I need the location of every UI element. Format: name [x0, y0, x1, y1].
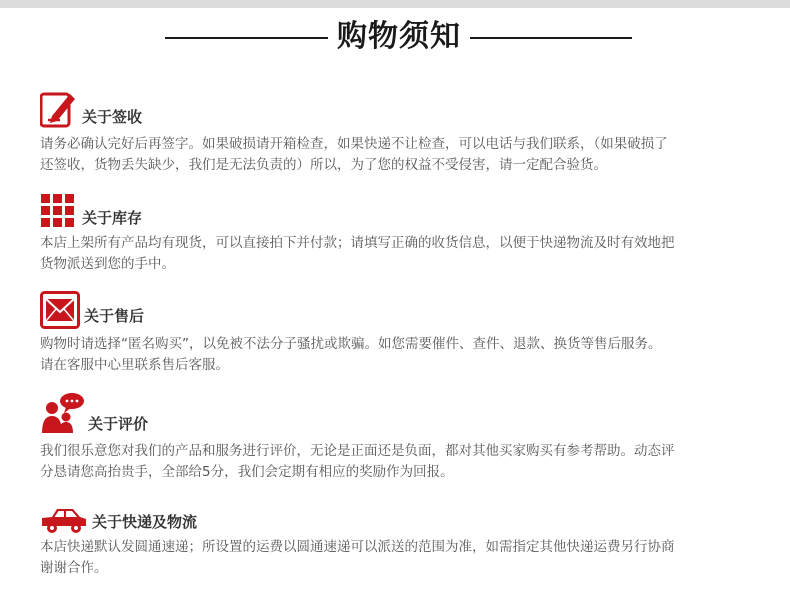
section-heading: 关于库存 — [82, 209, 143, 227]
body-line: 我们很乐意您对我们的产品和服务进行评价，无论是正面还是负面，都对其他买家购买有参考帮助。动态评 — [40, 443, 675, 459]
title-right-rule — [470, 37, 632, 39]
body-line: 货物派送到您的手中。 — [40, 256, 175, 272]
section-body — [40, 134, 740, 176]
body-line: 请务必确认完好后再签字。如果破损请开箱检查，如果快递不让检查，可以电话与我们联系，（如果破损了 — [40, 136, 668, 152]
section-heading: 关于签收 — [82, 108, 143, 126]
body-line: 本店上架所有产品均有现货，可以直接拍下并付款；请填写正确的收货信息，以便于快递物流及时有效地把 — [40, 235, 675, 251]
body-line: 谢谢合作。 — [40, 560, 108, 576]
body-line: 还签收，货物丢失缺少，我们是无法负责的）所以，为了您的权益不受侵害，请一定配合验货。 — [40, 157, 607, 173]
section-heading: 关于评价 — [88, 415, 149, 433]
car-icon — [40, 506, 88, 538]
section-body — [40, 537, 740, 579]
body-line: 分恳请您高抬贵手，全部给5分，我们会定期有相应的奖励作为回报。 — [40, 464, 454, 480]
envelope-icon — [40, 291, 80, 333]
section-body — [40, 441, 740, 483]
section-body — [40, 233, 740, 275]
page-title: 购物须知 — [337, 19, 461, 54]
body-line: 购物时请选择“匿名购买”，以免被不法分子骚扰或欺骗。如您需要催件、查件、退款、换货等售后服务。 — [40, 336, 662, 352]
body-line: 请在客服中心里联系售后客服。 — [40, 357, 229, 373]
edit-pen-icon — [40, 90, 76, 132]
title-left-rule — [165, 37, 328, 39]
grid-icon — [40, 193, 76, 233]
body-line: 本店快递默认发圆通速递；所设置的运费以圆通速递可以派送的范围为准，如需指定其他快递运费另行协商 — [40, 539, 675, 555]
section-heading: 关于快递及物流 — [92, 513, 198, 531]
section-heading: 关于售后 — [84, 307, 145, 325]
section-body — [40, 334, 740, 376]
top-divider-bar — [0, 0, 790, 8]
page-header — [0, 16, 790, 58]
people-chat-icon — [40, 393, 86, 439]
